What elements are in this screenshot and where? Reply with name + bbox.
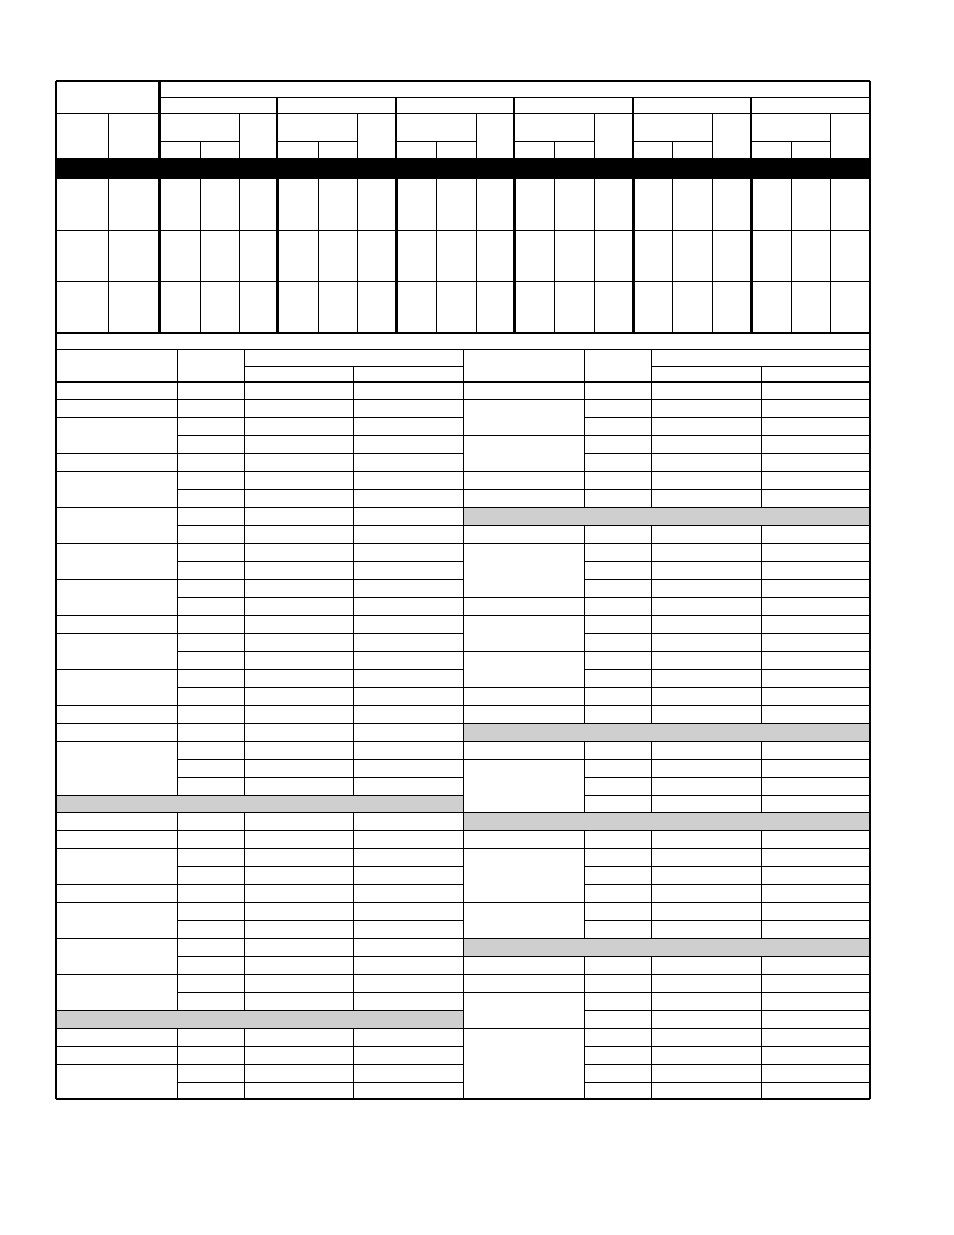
grid-line bbox=[56, 902, 177, 903]
group-header-band bbox=[57, 1010, 463, 1028]
grid-line bbox=[594, 113, 595, 158]
grid-line bbox=[177, 795, 463, 796]
column-divider bbox=[158, 81, 161, 333]
grid-line bbox=[463, 830, 584, 831]
grid-line bbox=[463, 543, 584, 544]
grid-line bbox=[177, 974, 463, 975]
grid-line bbox=[177, 848, 463, 849]
grid-line bbox=[56, 741, 177, 742]
grid-line bbox=[463, 651, 584, 652]
grid-line bbox=[56, 453, 177, 454]
grid-line bbox=[584, 633, 870, 634]
grid-line bbox=[830, 179, 831, 333]
grid-line bbox=[177, 992, 463, 993]
grid-line bbox=[463, 902, 584, 903]
grid-line bbox=[584, 777, 870, 778]
outer-border-top bbox=[56, 80, 870, 82]
grid-line bbox=[177, 723, 463, 724]
grid-line bbox=[56, 1046, 177, 1047]
grid-line bbox=[357, 113, 358, 158]
grid-line bbox=[56, 938, 177, 939]
grid-line bbox=[200, 141, 201, 158]
grid-line bbox=[436, 141, 437, 158]
grid-line bbox=[56, 884, 177, 885]
group-header-band bbox=[464, 507, 869, 525]
group-divider bbox=[750, 97, 752, 158]
grid-line bbox=[353, 382, 354, 795]
grid-line bbox=[584, 992, 870, 993]
group-header-band bbox=[57, 795, 463, 812]
group-divider bbox=[750, 179, 753, 333]
group-divider bbox=[395, 97, 397, 158]
grid-line bbox=[357, 179, 358, 333]
grid-line bbox=[177, 543, 463, 544]
grid-line bbox=[436, 179, 437, 333]
grid-line bbox=[584, 489, 870, 490]
grid-line bbox=[463, 848, 584, 849]
grid-line bbox=[177, 866, 463, 867]
grid-line bbox=[56, 705, 177, 706]
grid-line bbox=[56, 1010, 177, 1011]
grid-line bbox=[177, 669, 463, 670]
grid-line bbox=[177, 382, 178, 795]
grid-line bbox=[56, 332, 870, 334]
grid-line bbox=[56, 230, 870, 231]
grid-line bbox=[463, 974, 584, 975]
grid-line bbox=[584, 705, 870, 706]
grid-line bbox=[554, 179, 555, 333]
grid-line bbox=[177, 687, 463, 688]
grid-line bbox=[712, 113, 713, 158]
grid-line bbox=[584, 795, 870, 796]
grid-line bbox=[56, 507, 177, 508]
grid-line bbox=[177, 1028, 463, 1029]
grid-line bbox=[56, 1028, 177, 1029]
grid-line bbox=[584, 615, 870, 616]
grid-line bbox=[177, 1046, 463, 1047]
grid-line bbox=[554, 141, 555, 158]
group-header-band bbox=[464, 723, 869, 741]
grid-line bbox=[177, 777, 463, 778]
grid-line bbox=[584, 902, 870, 903]
grid-line bbox=[160, 97, 870, 98]
grid-line bbox=[56, 471, 177, 472]
grid-line bbox=[584, 812, 870, 813]
grid-line bbox=[56, 417, 177, 418]
grid-line bbox=[239, 113, 240, 158]
grid-line bbox=[463, 812, 584, 813]
grid-line bbox=[177, 830, 463, 831]
grid-line bbox=[651, 525, 652, 723]
grid-line bbox=[56, 543, 177, 544]
grid-line bbox=[584, 830, 870, 831]
grid-line bbox=[584, 1082, 870, 1083]
grid-line bbox=[463, 597, 584, 598]
grid-line bbox=[463, 723, 584, 724]
grid-line bbox=[584, 1028, 870, 1029]
grid-line bbox=[244, 812, 245, 1010]
grid-line bbox=[584, 759, 870, 760]
grid-line bbox=[761, 382, 762, 507]
grid-line bbox=[177, 579, 463, 580]
grid-line bbox=[463, 992, 584, 993]
grid-line bbox=[463, 399, 584, 400]
group-divider bbox=[395, 179, 398, 333]
grid-line bbox=[651, 741, 652, 812]
grid-line bbox=[584, 669, 870, 670]
grid-line bbox=[177, 615, 463, 616]
grid-line bbox=[761, 741, 762, 812]
grid-line bbox=[177, 705, 463, 706]
grid-line bbox=[463, 705, 584, 706]
grid-line bbox=[633, 141, 712, 142]
grid-line bbox=[463, 938, 584, 939]
grid-line bbox=[177, 1010, 463, 1011]
group-divider bbox=[513, 179, 516, 333]
grid-line bbox=[56, 723, 177, 724]
grid-line bbox=[463, 759, 584, 760]
grid-line bbox=[761, 956, 762, 1099]
grid-line bbox=[56, 579, 177, 580]
grid-line bbox=[584, 349, 585, 382]
grid-line bbox=[584, 417, 870, 418]
grid-line bbox=[56, 848, 177, 849]
grid-line bbox=[584, 687, 870, 688]
grid-line bbox=[244, 382, 245, 795]
grid-line bbox=[177, 812, 178, 1010]
group-divider bbox=[276, 179, 279, 333]
group-divider bbox=[632, 179, 635, 333]
grid-line bbox=[56, 669, 177, 670]
grid-line bbox=[177, 525, 463, 526]
grid-line bbox=[584, 956, 585, 1099]
grid-line bbox=[177, 902, 463, 903]
grid-line bbox=[830, 113, 831, 158]
grid-line bbox=[177, 1028, 178, 1099]
grid-line bbox=[56, 281, 870, 282]
grid-line bbox=[463, 525, 584, 526]
grid-line bbox=[463, 687, 584, 688]
grid-line bbox=[584, 741, 585, 812]
outer-border-right bbox=[869, 81, 871, 1099]
grid-line bbox=[318, 179, 319, 333]
grid-line bbox=[177, 884, 463, 885]
grid-line bbox=[651, 382, 652, 507]
grid-line bbox=[177, 561, 463, 562]
grid-line bbox=[584, 920, 870, 921]
grid-line bbox=[791, 179, 792, 333]
group-divider bbox=[632, 97, 634, 158]
grid-line bbox=[177, 597, 463, 598]
grid-line bbox=[791, 141, 792, 158]
group-header-band bbox=[464, 938, 869, 956]
grid-line bbox=[584, 723, 870, 724]
grid-line bbox=[56, 615, 177, 616]
group-divider bbox=[276, 97, 278, 158]
grid-line bbox=[584, 866, 870, 867]
section-banner bbox=[56, 158, 870, 179]
grid-line bbox=[584, 525, 870, 526]
grid-line bbox=[594, 179, 595, 333]
grid-line bbox=[56, 812, 177, 813]
grid-line bbox=[584, 435, 870, 436]
grid-line bbox=[584, 399, 870, 400]
grid-line bbox=[584, 597, 870, 598]
grid-line bbox=[584, 830, 585, 938]
outer-border-bottom bbox=[56, 1098, 870, 1100]
grid-line bbox=[177, 1064, 463, 1065]
grid-line bbox=[463, 1028, 584, 1029]
grid-line bbox=[463, 741, 584, 742]
grid-line bbox=[463, 489, 584, 490]
grid-line bbox=[239, 179, 240, 333]
grid-line bbox=[108, 113, 109, 158]
grid-line bbox=[56, 974, 177, 975]
grid-line bbox=[177, 349, 178, 382]
grid-line bbox=[177, 812, 463, 813]
grid-line bbox=[584, 956, 870, 957]
grid-line bbox=[353, 366, 354, 382]
grid-line bbox=[177, 489, 463, 490]
grid-line bbox=[318, 141, 319, 158]
grid-line bbox=[584, 884, 870, 885]
group-header-band bbox=[464, 812, 869, 830]
grid-line bbox=[761, 525, 762, 723]
grid-line bbox=[177, 633, 463, 634]
grid-line bbox=[108, 179, 109, 333]
grid-line bbox=[177, 1082, 463, 1083]
grid-line bbox=[56, 830, 177, 831]
grid-line bbox=[584, 382, 585, 507]
grid-line bbox=[177, 399, 463, 400]
grid-line bbox=[584, 1010, 870, 1011]
grid-line bbox=[56, 1064, 177, 1065]
grid-line bbox=[584, 471, 870, 472]
grid-line bbox=[56, 399, 177, 400]
grid-line bbox=[353, 1028, 354, 1099]
grid-line bbox=[463, 507, 584, 508]
grid-line bbox=[200, 179, 201, 333]
grid-line bbox=[761, 366, 762, 382]
grid-line bbox=[177, 435, 463, 436]
grid-line bbox=[584, 507, 870, 508]
grid-line bbox=[584, 651, 870, 652]
grid-line bbox=[651, 349, 652, 382]
grid-line bbox=[672, 179, 673, 333]
grid-line bbox=[177, 938, 463, 939]
grid-line bbox=[672, 141, 673, 158]
grid-line bbox=[56, 795, 177, 796]
grid-line bbox=[584, 453, 870, 454]
grid-line bbox=[177, 759, 463, 760]
grid-line bbox=[463, 471, 584, 472]
grid-line bbox=[584, 974, 870, 975]
grid-line bbox=[584, 1064, 870, 1065]
grid-line bbox=[244, 349, 245, 382]
grid-line bbox=[244, 366, 463, 367]
grid-line bbox=[651, 956, 652, 1099]
grid-line bbox=[177, 417, 463, 418]
grid-line bbox=[584, 1046, 870, 1047]
outer-border-left bbox=[55, 81, 57, 1099]
grid-line bbox=[177, 471, 463, 472]
grid-line bbox=[584, 741, 870, 742]
grid-line bbox=[177, 920, 463, 921]
grid-line bbox=[177, 651, 463, 652]
grid-line bbox=[244, 1028, 245, 1099]
grid-line bbox=[177, 507, 463, 508]
grid-line bbox=[761, 830, 762, 938]
grid-line bbox=[463, 956, 584, 957]
grid-line bbox=[584, 848, 870, 849]
grid-line bbox=[353, 812, 354, 1010]
grid-line bbox=[712, 179, 713, 333]
group-divider bbox=[513, 97, 515, 158]
grid-line bbox=[584, 543, 870, 544]
grid-line bbox=[463, 615, 584, 616]
grid-line bbox=[584, 938, 870, 939]
grid-line bbox=[584, 579, 870, 580]
grid-line bbox=[584, 525, 585, 723]
grid-line bbox=[651, 830, 652, 938]
grid-line bbox=[584, 561, 870, 562]
grid-line bbox=[177, 453, 463, 454]
grid-line bbox=[160, 113, 870, 114]
grid-line bbox=[476, 113, 477, 158]
grid-line bbox=[177, 956, 463, 957]
grid-line bbox=[177, 741, 463, 742]
grid-line bbox=[56, 633, 177, 634]
grid-line bbox=[476, 179, 477, 333]
grid-line bbox=[463, 435, 584, 436]
